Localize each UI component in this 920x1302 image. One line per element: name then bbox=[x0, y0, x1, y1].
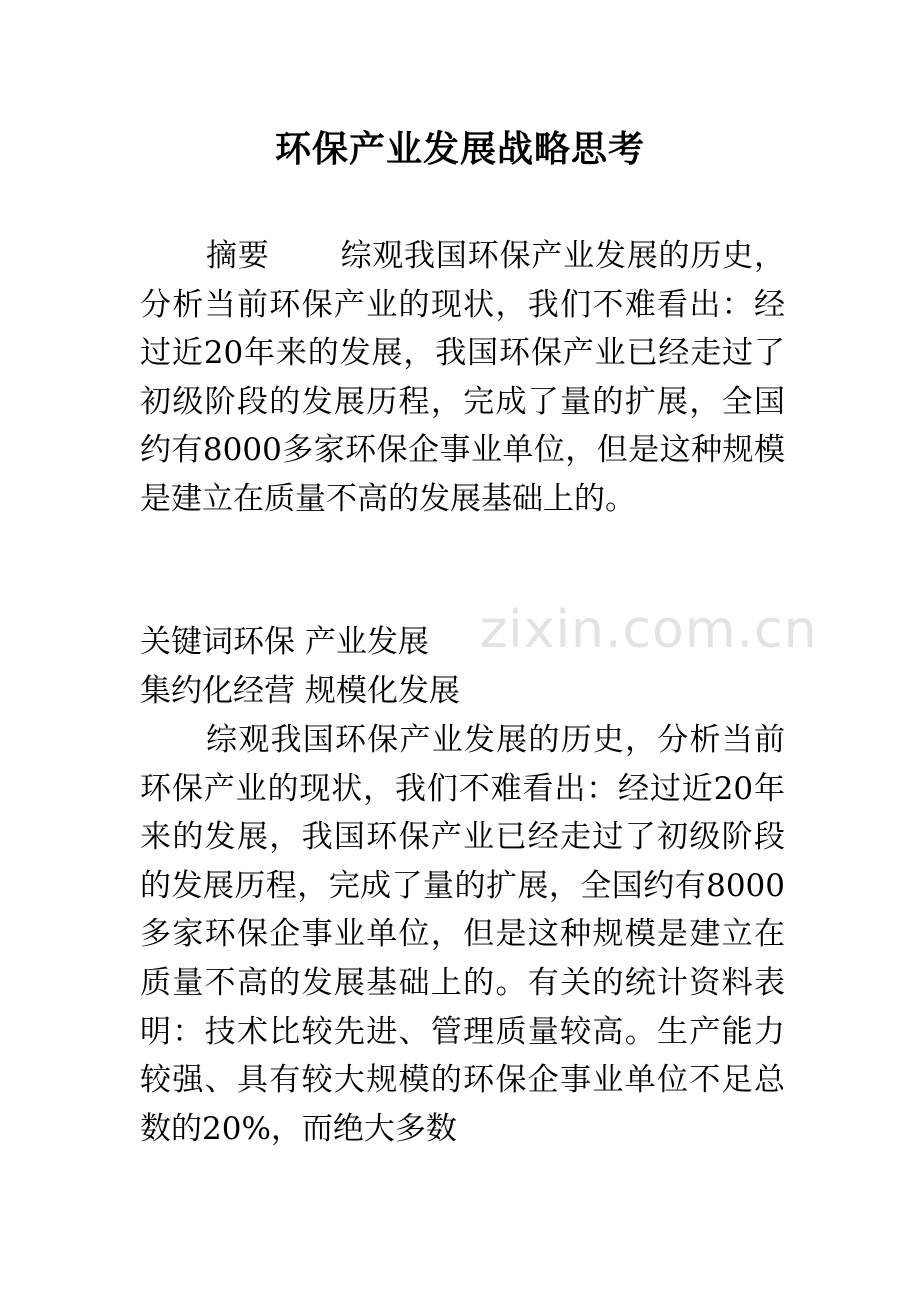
abstract-paragraph bbox=[140, 232, 785, 524]
keywords-line-1: 关键词环保 产业发展 bbox=[140, 624, 429, 660]
watermark-text: zixin.com.cn bbox=[480, 600, 818, 660]
document-title: 环保产业发展战略思考 bbox=[274, 129, 645, 170]
abstract-label: 摘要 bbox=[206, 238, 270, 274]
keywords-line-2: 集约化经营 规模化发展 bbox=[140, 672, 460, 709]
body-paragraph: 综观我国环保产业发展的历史，分析当前环保产业的现状，我们不难看出：经过近20年来的发展，我国环保产业已经走过了初级阶段的发展历程，完成了量的扩展，全国约有8000多家环保企事业单位，但是这种规模是建立在质量不高的发展基础上的。有关的统计资料表明：技术比较先进、管理质量较高。生产能力较强、具有较大规模的环保企事业单位不足总数的20%，而绝大多数 bbox=[140, 722, 785, 1147]
abstract-text: 综观我国环保产业发展的历史，分析当前环保产业的现状，我们不难看出：经过近20年来的发展，我国环保产业已经走过了初级阶段的发展历程，完成了量的扩展，全国约有8000多家环保企事业单位，但是这种规模是建立在质量不高的发展基础上的。 bbox=[140, 238, 785, 517]
keywords-block bbox=[140, 618, 785, 715]
